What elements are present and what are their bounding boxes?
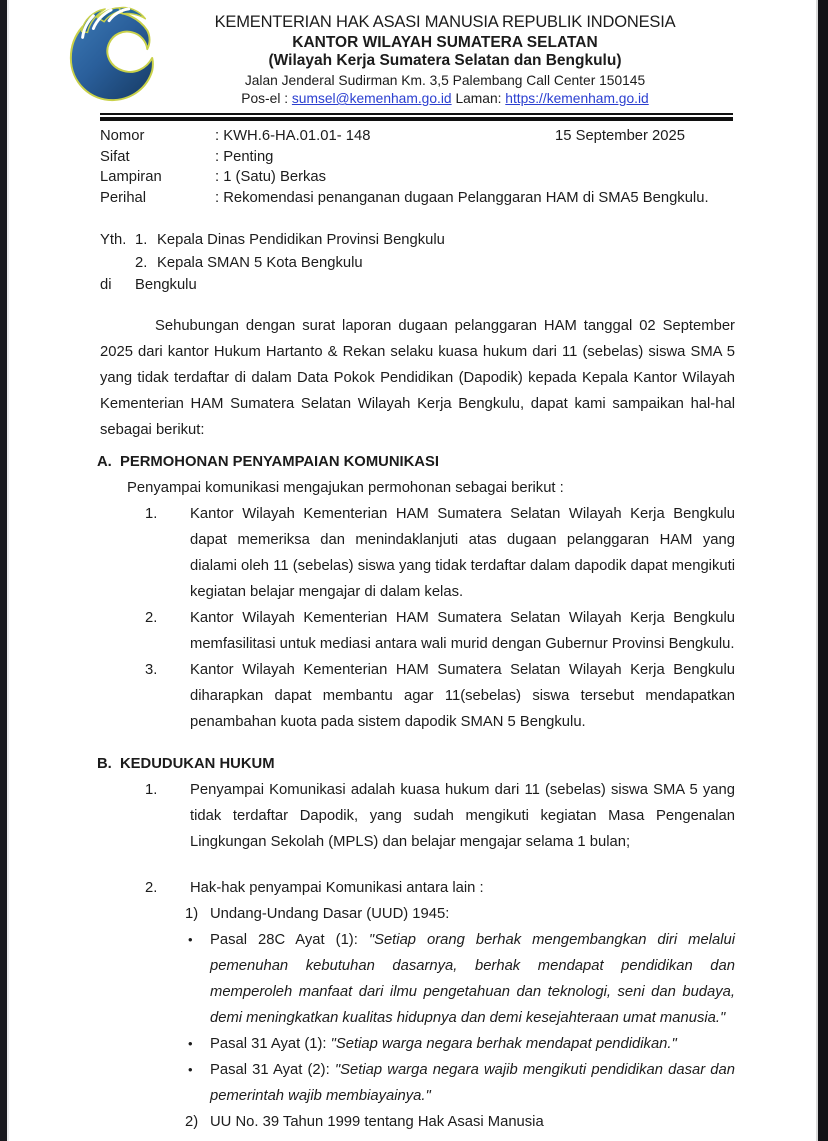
di-label: di — [100, 277, 112, 294]
bullet-icon: • — [188, 1061, 193, 1077]
section-b-heading — [97, 751, 735, 777]
meta-label: Perihal — [100, 189, 147, 206]
item-text: Kantor Wilayah Kementerian HAM Sumatera Selatan Wilayah Kerja Bengkulu memfasilitasi untuk mediasi antara wali murid dengan Gubernur Provinsi Bengkulu. — [190, 609, 735, 652]
legal-ref-item — [100, 901, 735, 927]
meta-value: : Rekomendasi penanganan dugaan Pelanggaran HAM di SMA5 Bengkulu. — [215, 189, 709, 206]
meta-value: : 1 (Satu) Berkas — [215, 169, 327, 186]
recipient-num: 2. — [135, 254, 148, 271]
letter-body — [97, 126, 735, 1135]
bullet-text — [210, 1057, 735, 1109]
email-link[interactable]: sumsel@kemenham.go.id — [291, 91, 452, 107]
recipient-line — [100, 229, 735, 252]
scan-edge-left — [0, 0, 9, 1141]
pasal-quote: "Setiap orang berhak mengembangkan diri melalui pemenuhan kebutuhan dasarnya, berhak mendapat pendidikan dan memperoleh manfaat dari ilmu pengetahuan dan teknologi, seni dan budaya, demi meningkatkan kualitas hidupnya dan demi kesejahteraan umat manusia." — [210, 931, 735, 1026]
pasal-quote: "Setiap warga negara berhak mendapat pendidikan." — [330, 1035, 677, 1052]
bullet-item — [100, 927, 735, 1031]
bullet-text — [210, 927, 735, 1031]
list-item — [100, 605, 735, 657]
recipient-block — [100, 229, 735, 297]
pasal-lead: Pasal 31 Ayat (1): — [210, 1035, 331, 1052]
list-item — [100, 875, 735, 901]
item-text: Penyampai Komunikasi adalah kuasa hukum dari 11 (sebelas) siswa SMA 5 yang tidak terdaftar Dapodik, yang sudah mengikuti kegiatan Masa Pengenalan Lingkungan Sekolah (MPLS) dan belajar mengajar selama 1 bulan; — [190, 781, 735, 850]
meta-label: Lampiran — [100, 169, 162, 186]
website-label: Laman: — [451, 91, 506, 107]
bullet-item — [100, 1057, 735, 1109]
ref-text: Undang-Undang Dasar (UUD) 1945: — [210, 905, 450, 922]
ref-number: 2) — [185, 1113, 199, 1130]
contact-line — [159, 90, 731, 108]
meta-row-lampiran — [100, 167, 735, 188]
bullet-text — [210, 1031, 735, 1057]
letterhead-text — [159, 13, 731, 108]
letter-page — [9, 0, 816, 1141]
letter-date: 15 September 2025 — [555, 128, 685, 145]
section-title: PERMOHONAN PENYAMPAIAN KOMUNIKASI — [120, 453, 439, 470]
meta-label: Nomor — [100, 128, 145, 145]
item-number: 3. — [145, 661, 158, 678]
kemenham-logo-icon — [64, 4, 162, 106]
scan-edge-right — [816, 0, 828, 1141]
section-letter: B. — [97, 755, 112, 772]
opening-paragraph: Sehubungan dengan surat laporan dugaan pelanggaran HAM tanggal 02 September 2025 dari kantor Hukum Hartanto & Rekan selaku kuasa hukum dari 11 (sebelas) siswa SMA 5 yang tidak terdaftar di dalam Data Pokok Pendidikan (Dapodik) kepada Kepala Kantor Wilayah Kementerian HAM Sumatera Selatan Wilayah Kerja Bengkulu, dapat kami sampaikan hal-hal sebagai berikut: — [100, 317, 735, 438]
list-item — [100, 657, 735, 735]
work-region: (Wilayah Kerja Sumatera Selatan dan Bengkulu) — [268, 51, 622, 69]
office-name: KANTOR WILAYAH SUMATERA SELATAN — [292, 34, 598, 52]
item-number: 2. — [145, 879, 158, 896]
item-number: 2. — [145, 609, 158, 626]
office-address: Jalan Jenderal Sudirman Km. 3,5 Palembang Call Center 150145 — [244, 73, 646, 89]
ref-text: UU No. 39 Tahun 1999 tentang Hak Asasi Manusia — [210, 1113, 544, 1130]
section-a-intro: Penyampai komunikasi mengajukan permohonan sebagai berikut : — [127, 479, 564, 496]
recipient-line — [100, 252, 735, 275]
recipient-city-line — [100, 274, 735, 297]
recipient-city: Bengkulu — [135, 277, 197, 294]
website-link[interactable]: https://kemenham.go.id — [505, 91, 649, 107]
item-number: 1. — [145, 505, 158, 522]
list-item — [100, 777, 735, 855]
meta-row-sifat — [100, 147, 735, 168]
meta-value: : Penting — [215, 148, 274, 165]
item-text: Kantor Wilayah Kementerian HAM Sumatera Selatan Wilayah Kerja Bengkulu dapat memeriksa dan menindaklanjuti atas dugaan pelanggaran HAM yang dialami oleh 11 (sebelas) siswa yang tidak terdaftar dalam dapodik dapat mengikuti kegiatan belajar mengajar di dalam kelas. — [190, 505, 735, 600]
item-number: 1. — [145, 781, 158, 798]
letterhead — [9, 0, 816, 108]
ministry-name: KEMENTERIAN HAK ASASI MANUSIA REPUBLIK INDONESIA — [214, 13, 676, 31]
meta-row-perihal — [100, 188, 735, 209]
meta-value: : KWH.6-HA.01.01- 148 — [215, 128, 371, 145]
list-item — [100, 501, 735, 605]
section-letter: A. — [97, 453, 112, 470]
section-title: KEDUDUKAN HUKUM — [120, 755, 275, 772]
recipient-num: 1. — [135, 232, 148, 249]
bullet-item — [100, 1031, 735, 1057]
item-text: Kantor Wilayah Kementerian HAM Sumatera Selatan Wilayah Kerja Bengkulu diharapkan dapat membantu agar 11(sebelas) siswa tersebut mendapatkan penambahan kuota pada sistem dapodik SMAN 5 Bengkulu. — [190, 661, 735, 730]
meta-label: Sifat — [100, 148, 130, 165]
pasal-lead: Pasal 31 Ayat (2): — [210, 1061, 335, 1078]
section-a-heading — [97, 449, 735, 475]
bullet-icon: • — [188, 1035, 193, 1051]
salutation: Yth. — [100, 232, 127, 249]
bullet-icon: • — [188, 931, 193, 947]
email-label: Pos-el : — [241, 91, 292, 107]
ref-number: 1) — [185, 905, 199, 922]
letterhead-divider — [100, 113, 733, 121]
recipient-name: Kepala Dinas Pendidikan Provinsi Bengkulu — [157, 232, 445, 249]
pasal-lead: Pasal 28C Ayat (1): — [210, 931, 369, 948]
recipient-name: Kepala SMAN 5 Kota Bengkulu — [157, 254, 363, 271]
pasal-quote: "Setiap warga negara wajib mengikuti pendidikan dasar dan pemerintah wajib membiayainya." — [210, 1061, 735, 1104]
legal-ref-item — [100, 1109, 735, 1135]
letter-meta — [100, 126, 735, 208]
item-text: Hak-hak penyampai Komunikasi antara lain : — [190, 879, 484, 896]
